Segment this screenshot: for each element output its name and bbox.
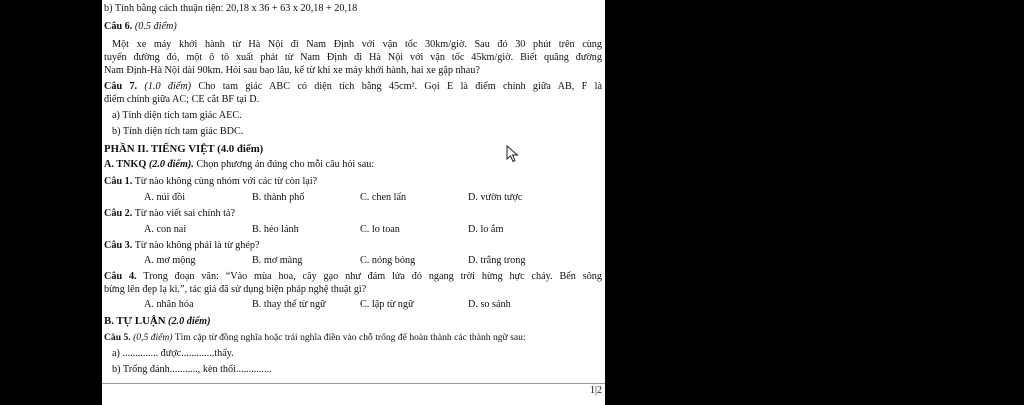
q7-part-a: a) Tính diện tích tam giác AEC. [112, 110, 242, 121]
c2-option-a: A. con nai [144, 224, 187, 235]
c1-option-b: B. thành phố [252, 192, 305, 203]
c3-title: Câu 3. [104, 240, 133, 251]
c5-question [104, 332, 602, 344]
c1-options [104, 192, 602, 204]
c5-part-a: a) .............. được.............thấy. [112, 348, 234, 359]
c4-options [104, 299, 602, 311]
c3-option-d: D. trắng trong [468, 255, 526, 266]
q6-text-2: tuyến đường đó, một ô tô xuất phát từ Nam Định đi Hà Nội với vận tốc 45km/giờ. Biết quãng đường [104, 52, 602, 63]
c2-options [104, 224, 602, 236]
c4-option-d: D. so sánh [468, 299, 511, 310]
c1-option-a: A. núi đồi [144, 192, 186, 203]
tu-luan-points: (2.0 điểm) [168, 316, 211, 327]
c3-question [104, 240, 602, 252]
q7-text-2: điểm chính giữa AC; CE cắt BF tại D. [104, 94, 260, 105]
tnkq-heading [104, 159, 602, 171]
q7-points: (1.0 điểm) [144, 81, 192, 92]
c1-option-d: D. vườn tược [468, 192, 523, 203]
q6-points: (0.5 điểm) [134, 21, 177, 32]
q6-text-1: Một xe máy khởi hành từ Hà Nội đi Nam Định với vận tốc 30km/giờ. Sau đó 30 phút trên cùng [112, 39, 602, 50]
c2-option-d: D. lo ắm [468, 224, 504, 235]
c2-option-c: C. lo toan [360, 224, 400, 235]
c2-option-b: B. hẻo lánh [252, 224, 299, 235]
c3-option-a: A. mơ mộng [144, 255, 196, 266]
part-2-heading: PHẦN II. TIẾNG VIỆT (4.0 điểm) [104, 143, 264, 155]
q7-text-1: Cho tam giác ABC có diện tích bằng 45cm². Gọi E là điểm chính giữa AB, F là [198, 81, 603, 92]
c5-title: Câu 5. [104, 332, 131, 343]
c5-points: (0,5 điểm) [133, 332, 173, 343]
c4-question-line-1 [104, 271, 602, 283]
c1-option-c: C. chen lấn [360, 192, 407, 203]
footer-divider [102, 383, 605, 384]
c4-text-2: bừng lên đẹp lạ kì.”, tác giả đã sử dụng biện pháp nghệ thuật gì? [104, 284, 367, 295]
c4-option-c: C. lặp từ ngữ [360, 299, 414, 310]
c1-question [104, 176, 602, 188]
tu-luan-title: B. TỰ LUẬN [104, 315, 166, 327]
mouse-pointer-icon [506, 145, 520, 163]
c2-text: Từ nào viết sai chính tả? [134, 208, 235, 219]
tnkq-title: A. TNKQ [104, 159, 147, 170]
document-page [102, 0, 605, 405]
q6-text-3: Nam Định-Hà Nội dài 90km. Hỏi sau bao lâu, kể từ khi xe máy khởi hành, hai xe gặp nhau? [104, 65, 480, 76]
tnkq-points: (2.0 điểm). [148, 159, 194, 170]
q7-title: Câu 7. [104, 81, 138, 92]
tnkq-text: Chọn phương án đúng cho mỗi câu hỏi sau: [196, 159, 375, 170]
c1-text: Từ nào không cùng nhóm với các từ còn lại? [134, 176, 318, 187]
c4-option-a: A. nhân hóa [144, 299, 194, 310]
c4-title: Câu 4. [104, 271, 137, 282]
question-6-heading [104, 21, 602, 33]
q6-title: Câu 6. [104, 21, 133, 32]
question-7-line-1 [104, 81, 602, 93]
c5-part-b: b) Trống đánh..........., kèn thổi.............. [112, 364, 272, 375]
c3-option-c: C. nóng bỏng [360, 255, 416, 266]
page-number: 1|2 [589, 385, 602, 396]
c4-option-b: B. thay thế từ ngữ [252, 299, 326, 310]
c2-title: Câu 2. [104, 208, 133, 219]
c3-options [104, 255, 602, 267]
q7-part-b: b) Tính diện tích tam giác BDC. [112, 126, 244, 137]
c2-question [104, 208, 602, 220]
math-b-line: b) Tính bằng cách thuận tiện: 20,18 x 36 + 63 x 20,18 + 20,18 [104, 3, 358, 14]
c4-text-1: Trong đoạn văn: “Vào mùa hoa, cây gạo như đám lửa đỏ ngang trời hừng hực cháy. Bến sông [143, 271, 602, 282]
c3-option-b: B. mơ màng [252, 255, 303, 266]
c1-title: Câu 1. [104, 176, 133, 187]
tu-luan-heading [104, 315, 602, 328]
c3-text: Từ nào không phải là từ ghép? [134, 240, 260, 251]
c5-text: Tìm cặp từ đồng nghĩa hoặc trái nghĩa điền vào chỗ trống để hoàn thành các thành ngữ sau: [174, 332, 526, 343]
